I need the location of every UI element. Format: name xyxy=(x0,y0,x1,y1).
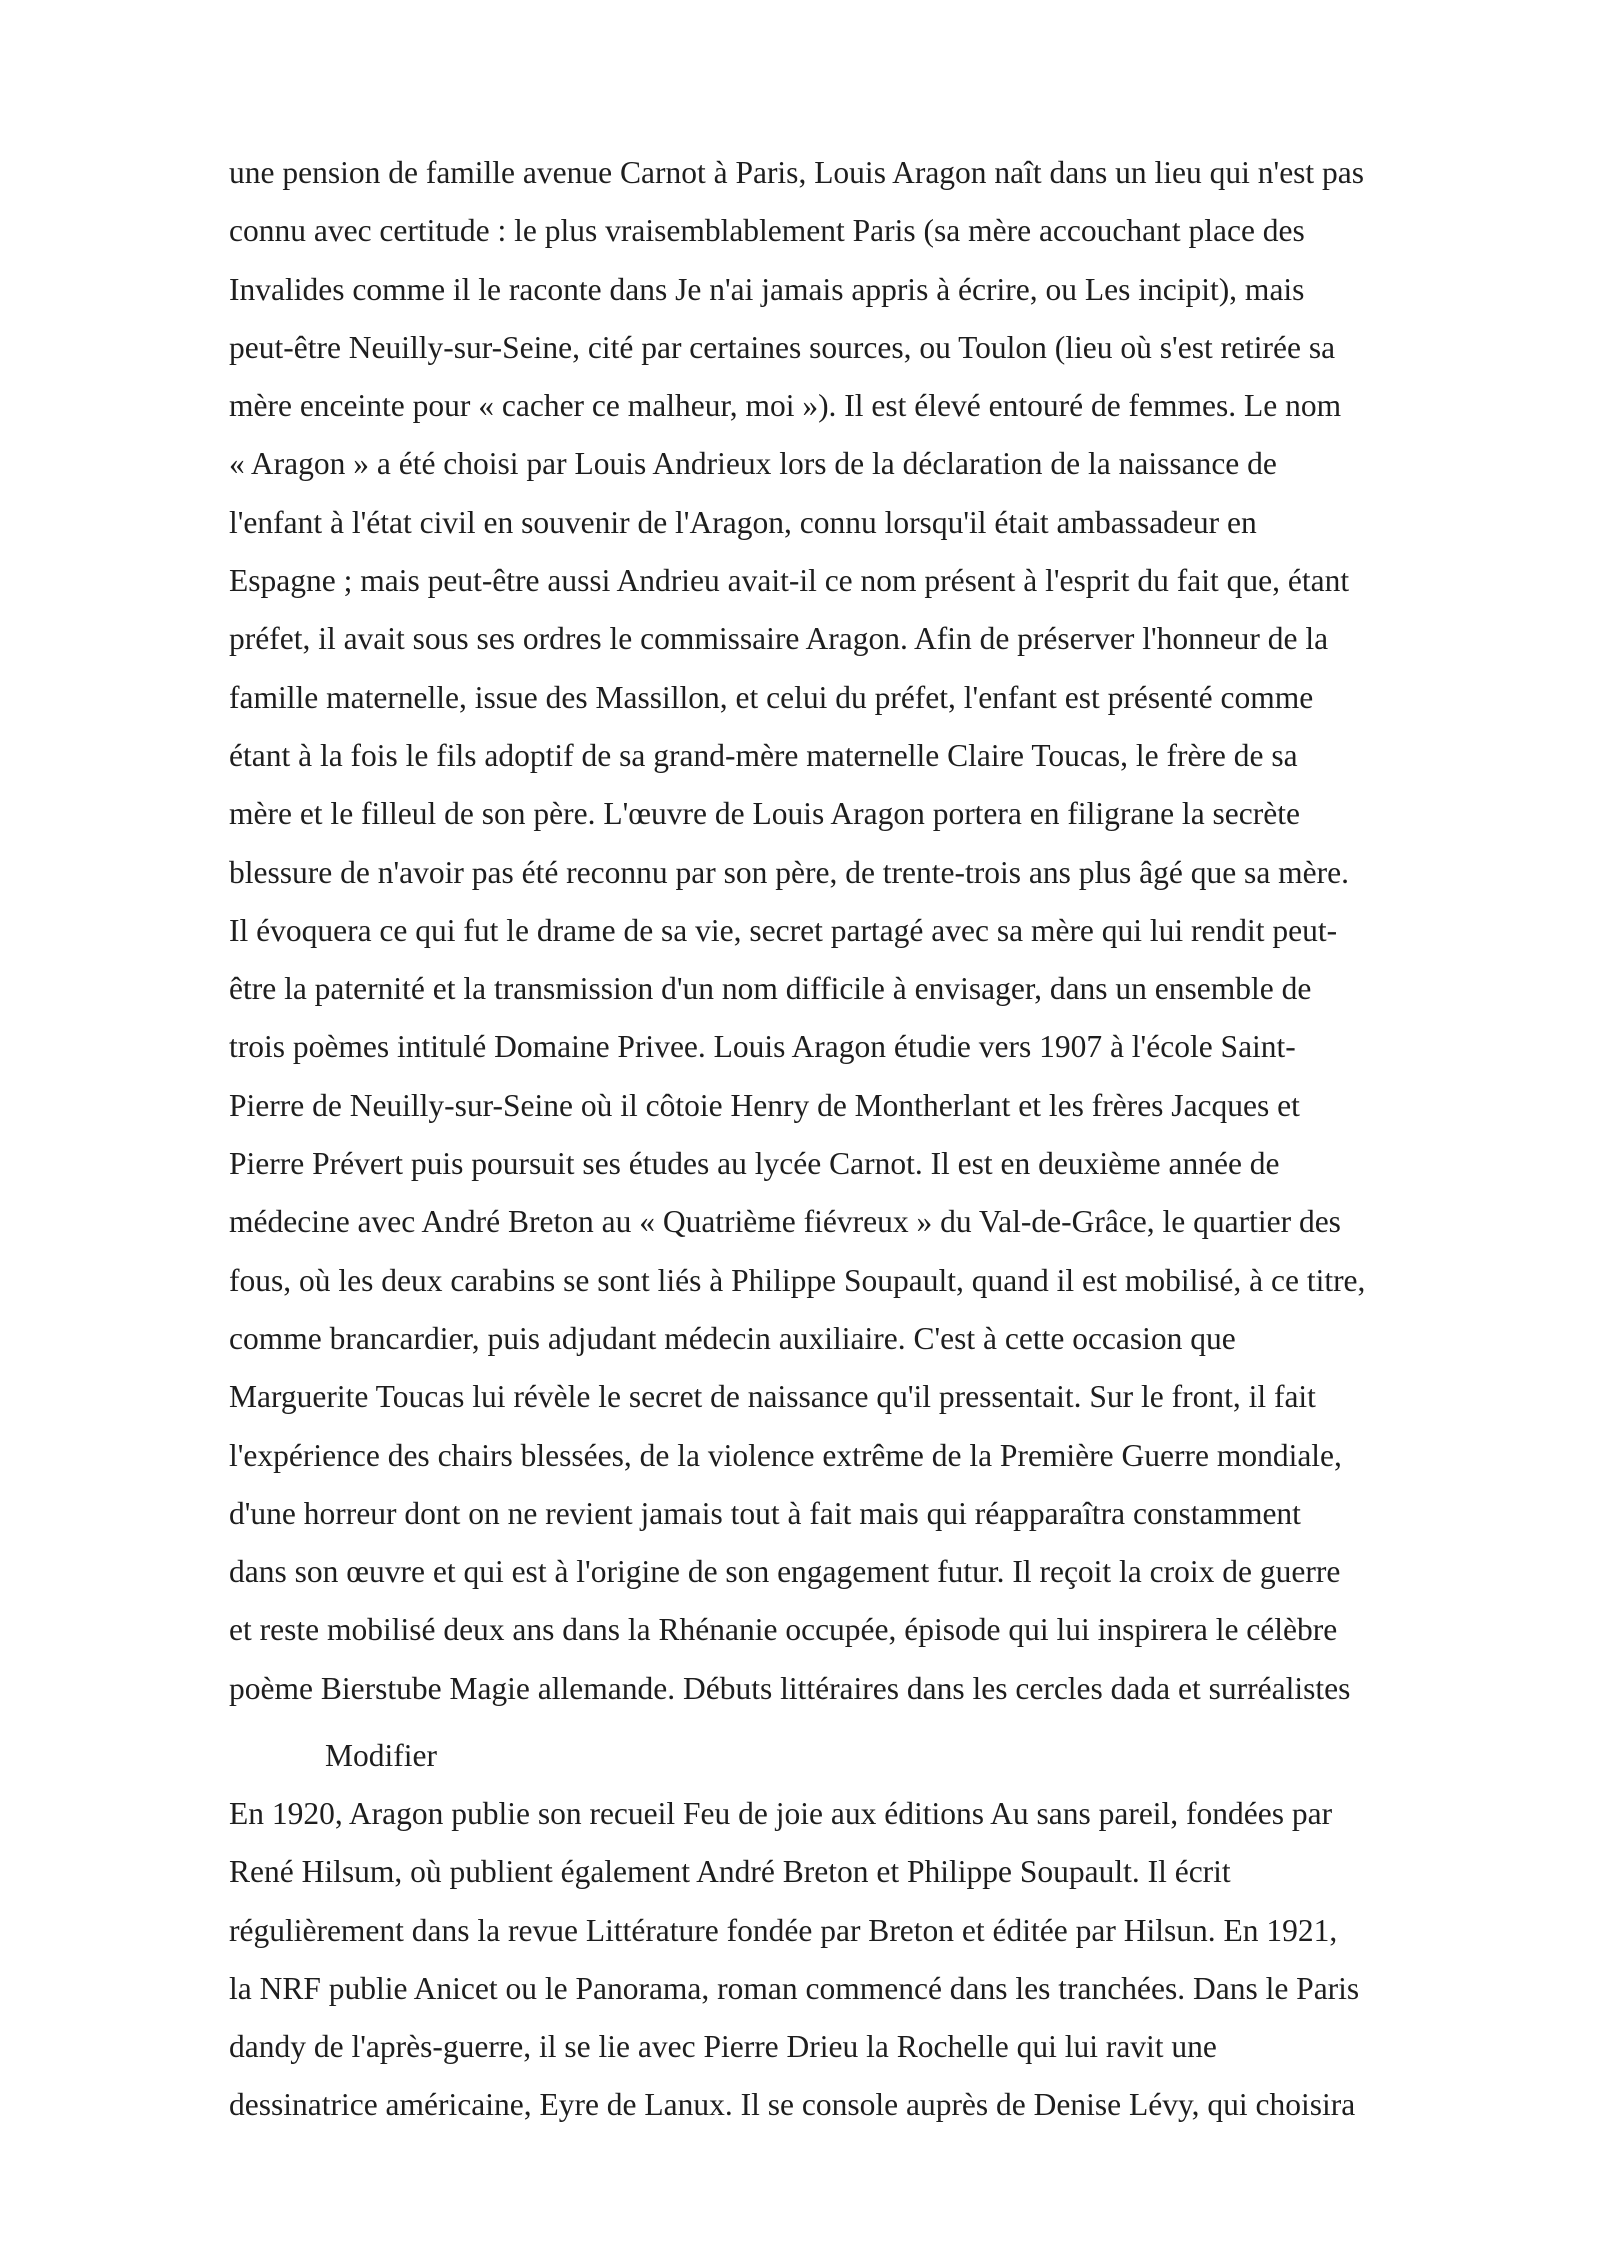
text-line: Il évoquera ce qui fut le drame de sa vie, secret partagé avec sa mère qui lui rendit peut- xyxy=(229,912,1338,948)
text-line: Pierre Prévert puis poursuit ses études au lycée Carnot. Il est en deuxième année de xyxy=(229,1146,1280,1182)
text-line: dessinatrice américaine, Eyre de Lanux. Il se console auprès de Denise Lévy, qui choisira xyxy=(229,2087,1356,2123)
text-line: En 1920, Aragon publie son recueil Feu de joie aux éditions Au sans pareil, fondées par xyxy=(229,1796,1333,1831)
paragraph-body-2 xyxy=(229,1785,1504,2135)
text-line: peut-être Neuilly-sur-Seine, cité par certaines sources, ou Toulon (lieu où s'est retirée sa xyxy=(229,329,1336,365)
text-line: une pension de famille avenue Carnot à Paris, Louis Aragon naît dans un lieu qui n'est pas xyxy=(229,155,1365,190)
text-line: régulièrement dans la revue Littérature fondée par Breton et éditée par Hilsun. En 1921, xyxy=(229,1912,1338,1948)
text-line: mère enceinte pour « cacher ce malheur, moi »). Il est élevé entouré de femmes. Le nom xyxy=(229,388,1342,424)
text-line: poème Bierstube Magie allemande. Débuts littéraires dans les cercles dada et surréalistes xyxy=(229,1670,1351,1706)
text-line: la NRF publie Anicet ou le Panorama, roman commencé dans les tranchées. Dans le Paris xyxy=(229,1970,1360,2006)
paragraph-body-1 xyxy=(229,144,1504,1718)
text-line: préfet, il avait sous ses ordres le commissaire Aragon. Afin de préserver l'honneur de la xyxy=(229,621,1329,657)
text-line: blessure de n'avoir pas été reconnu par son père, de trente-trois ans plus âgé que sa mère. xyxy=(229,854,1350,890)
text-line: famille maternelle, issue des Massillon, et celui du préfet, l'enfant est présenté comme xyxy=(229,679,1314,715)
text-line: Espagne ; mais peut-être aussi Andrieu avait-il ce nom présent à l'esprit du fait que, étant xyxy=(229,563,1350,599)
text-line: et reste mobilisé deux ans dans la Rhénanie occupée, épisode qui lui inspirera le célèbre xyxy=(229,1612,1338,1648)
text-line: l'expérience des chairs blessées, de la violence extrême de la Première Guerre mondiale, xyxy=(229,1437,1342,1473)
text-line: comme brancardier, puis adjudant médecin auxiliaire. C'est à cette occasion que xyxy=(229,1320,1236,1356)
text-line: Marguerite Toucas lui révèle le secret de naissance qu'il pressentait. Sur le front, il fait xyxy=(229,1379,1316,1415)
text-line: dandy de l'après-guerre, il se lie avec Pierre Drieu la Rochelle qui lui ravit une xyxy=(229,2029,1217,2065)
text-line: « Aragon » a été choisi par Louis Andrieux lors de la déclaration de la naissance de xyxy=(229,446,1277,482)
text-line: fous, où les deux carabins se sont liés à Philippe Soupault, quand il est mobilisé, à ce titre, xyxy=(229,1262,1366,1298)
text-line: René Hilsum, où publient également André Breton et Philippe Soupault. Il écrit xyxy=(229,1854,1231,1890)
text-line: trois poèmes intitulé Domaine Privee. Louis Aragon étudie vers 1907 à l'école Saint- xyxy=(229,1029,1296,1065)
text-line: médecine avec André Breton au « Quatrième fiévreux » du Val-de-Grâce, le quartier des xyxy=(229,1204,1341,1240)
text-line: Invalides comme il le raconte dans Je n'ai jamais appris à écrire, ou Les incipit), mais xyxy=(229,271,1305,307)
text-line: être la paternité et la transmission d'un nom difficile à envisager, dans un ensemble de xyxy=(229,971,1312,1007)
text-line: d'une horreur dont on ne revient jamais tout à fait mais qui réapparaîtra constamment xyxy=(229,1495,1301,1531)
text-line: connu avec certitude : le plus vraisemblablement Paris (sa mère accouchant place des xyxy=(229,213,1305,249)
text-line: mère et le filleul de son père. L'œuvre de Louis Aragon portera en filigrane la secrète xyxy=(229,796,1300,832)
text-line: étant à la fois le fils adoptif de sa grand-mère maternelle Claire Toucas, le frère de sa xyxy=(229,737,1298,773)
text-line: Pierre de Neuilly-sur-Seine où il côtoie Henry de Montherlant et les frères Jacques et xyxy=(229,1087,1300,1123)
text-line: dans son œuvre et qui est à l'origine de son engagement futur. Il reçoit la croix de guerre xyxy=(229,1554,1341,1590)
text-line: l'enfant à l'état civil en souvenir de l'Aragon, connu lorsqu'il était ambassadeur en xyxy=(229,504,1257,540)
section-heading: Modifier xyxy=(325,1738,437,1773)
